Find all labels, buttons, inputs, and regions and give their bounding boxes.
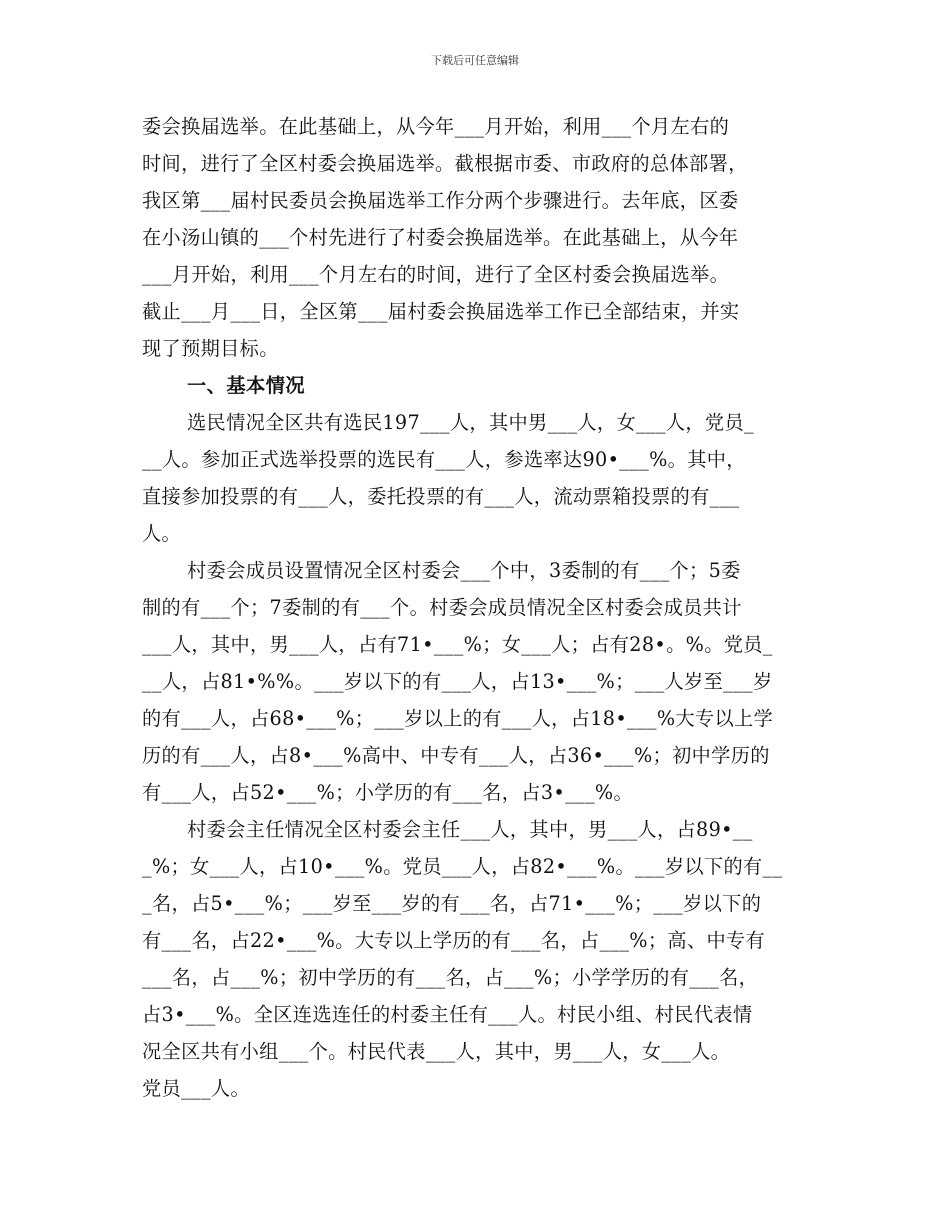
paragraph-line: 制的有___个；7委制的有___个。村委会成员情况全区村委会成员共计 [142,596,742,619]
paragraph-line: _名，占5•___%；___岁至___岁的有___名，占71•___%；___岁以下的 [142,892,762,915]
paragraph-line: 选民情况全区共有选民197___人，其中男___人，女___人，党员_ [187,411,754,434]
paragraph-line: 直接参加投票的有___人，委托投票的有___人，流动票箱投票的有___ [142,485,740,508]
paragraph-line: ___月开始，利用___个月左右的时间，进行了全区村委会换届选举。 [142,263,730,286]
paragraph-line: 有___人，占52•___%；小学历的有___名，占3•___%。 [142,781,634,804]
paragraph-line: 时间，进行了全区村委会换届选举。截根据市委、市政府的总体部署， [142,152,748,175]
paragraph-line: _%；女___人，占10•___%。党员___人，占82•___%。___岁以下的有__ [142,855,783,878]
paragraph-line: 在小汤山镇的___个村先进行了村委会换届选举。在此基础上，从今年 [142,226,739,249]
paragraph-line: 截止___月___日，全区第___届村委会换届选举工作已全部结束，并实 [142,300,740,323]
paragraph-line: 有___名，占22•___%。大专以上学历的有___名，占___%；高、中专有 [142,929,766,952]
paragraph-line: 村委会成员设置情况全区村委会___个中，3委制的有___个；5委 [187,559,741,582]
paragraph-line: 村委会主任情况全区村委会主任___人，其中，男___人，占89•__ [187,818,753,841]
paragraph-line: ___名，占___%；初中学历的有___名，占___%；小学学历的有___名， [142,966,759,989]
page-header: 下载后可任意编辑 [431,54,519,67]
paragraph-line: __人。参加正式选举投票的选民有___人，参选率达90•___%。其中， [142,448,746,471]
paragraph-line: 占3•___%。全区连选连任的村委主任有___人。村民小组、村民代表情 [142,1003,753,1026]
paragraph-line: 党员___人。 [142,1077,250,1100]
paragraph-line: 况全区共有小组___个。村民代表___人，其中，男___人，女___人。 [142,1040,731,1063]
paragraph-line: 委会换届选举。在此基础上，从今年___月开始，利用___个月左右的 [142,115,730,138]
paragraph-line: 的有___人，占68•___%；___岁以上的有___人，占18•___%大专以上学 [142,707,774,730]
paragraph-line: 现了预期目标。 [142,337,279,360]
paragraph-line: __人，占81•%%。___岁以下的有___人，占13•___%；___人岁至___岁 [142,670,773,693]
document-body [142,108,812,1107]
paragraph-line: 我区第___届村民委员会换届选举工作分两个步骤进行。去年底，区委 [142,189,739,212]
paragraph-line: 历的有___人，占8•___%高中、中专有___人，占36•___%；初中学历的 [142,744,770,767]
paragraph-line: ___人，其中，男___人，占有71•___%；女___人；占有28•。%。党员_ [142,633,773,656]
section-heading: 一、基本情况 [187,374,306,397]
paragraph-line: 人。 [142,522,182,545]
